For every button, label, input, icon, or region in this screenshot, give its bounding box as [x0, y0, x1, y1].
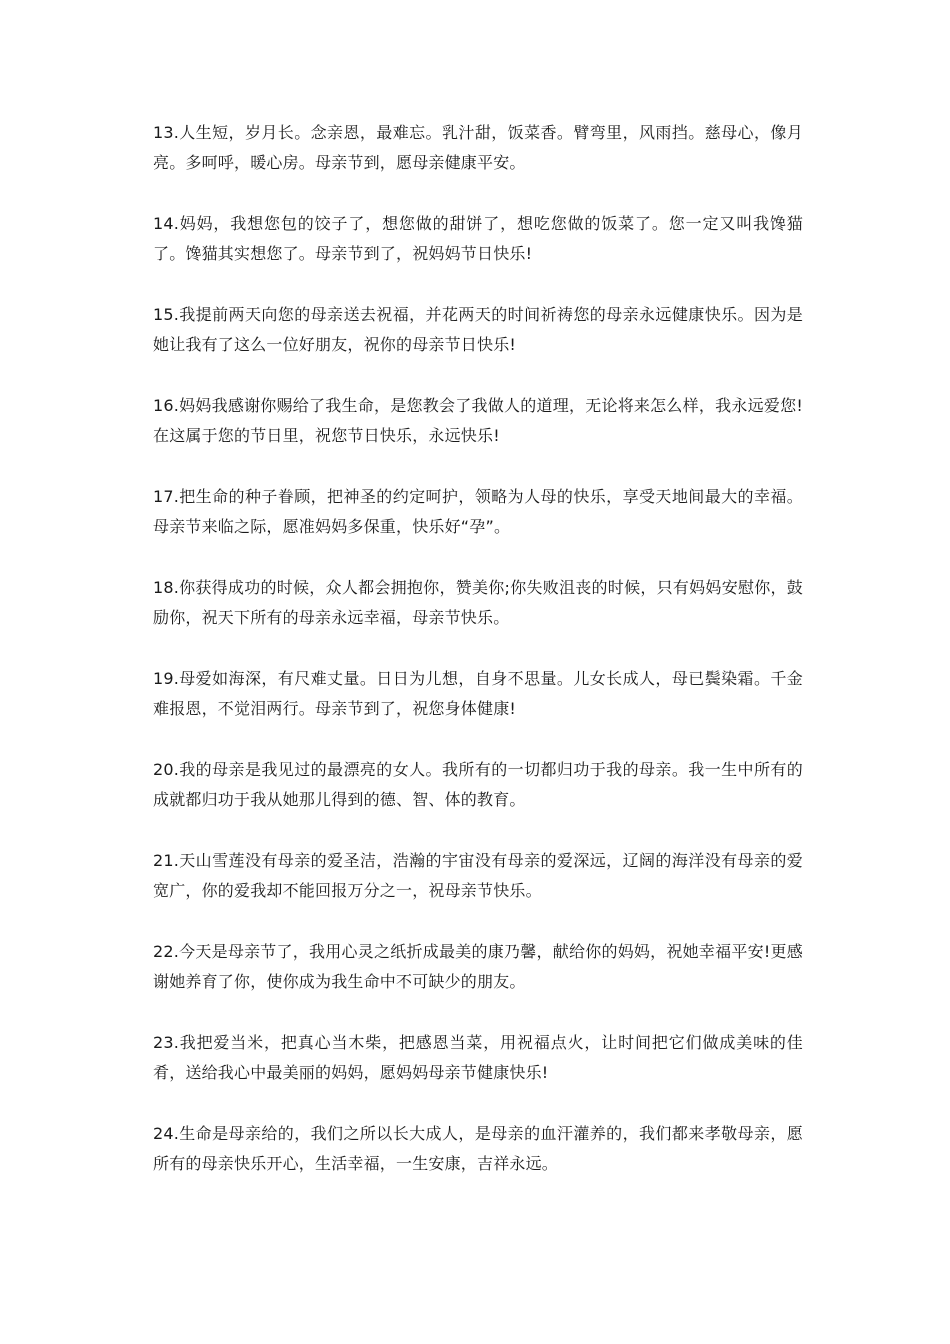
paragraph-13: 13.人生短，岁月长。念亲恩，最难忘。乳汁甜，饭菜香。臂弯里，风雨挡。慈母心，像月亮。多呵呼，暖心房。母亲节到，愿母亲健康平安。 — [153, 123, 803, 172]
paragraph-22: 22.今天是母亲节了，我用心灵之纸折成最美的康乃馨，献给你的妈妈，祝她幸福平安!更感谢她养育了你，使你成为我生命中不可缺少的朋友。 — [153, 942, 803, 991]
paragraph-23: 23.我把爱当米，把真心当木柴，把感恩当菜，用祝福点火，让时间把它们做成美味的佳肴，送给我心中最美丽的妈妈，愿妈妈母亲节健康快乐! — [153, 1033, 803, 1082]
paragraph-19: 19.母爱如海深，有尺难丈量。日日为儿想，自身不思量。儿女长成人，母已鬓染霜。千金难报恩，不觉泪两行。母亲节到了，祝您身体健康! — [153, 669, 803, 718]
paragraph-17: 17.把生命的种子眷顾，把神圣的约定呵护，领略为人母的快乐，享受天地间最大的幸福。母亲节来临之际，愿准妈妈多保重，快乐好“孕”。 — [153, 487, 803, 536]
document-body — [153, 118, 803, 1210]
paragraph-14: 14.妈妈，我想您包的饺子了，想您做的甜饼了，想吃您做的饭菜了。您一定又叫我馋猫了。馋猫其实想您了。母亲节到了，祝妈妈节日快乐! — [153, 214, 803, 263]
paragraph-16: 16.妈妈我感谢你赐给了我生命，是您教会了我做人的道理，无论将来怎么样，我永远爱您!在这属于您的节日里，祝您节日快乐，永远快乐! — [153, 396, 803, 445]
paragraph-20: 20.我的母亲是我见过的最漂亮的女人。我所有的一切都归功于我的母亲。我一生中所有的成就都归功于我从她那儿得到的德、智、体的教育。 — [153, 760, 803, 809]
paragraph-21: 21.天山雪莲没有母亲的爱圣洁，浩瀚的宇宙没有母亲的爱深远，辽阔的海洋没有母亲的爱宽广，你的爱我却不能回报万分之一，祝母亲节快乐。 — [153, 851, 803, 900]
paragraph-15: 15.我提前两天向您的母亲送去祝福，并花两天的时间祈祷您的母亲永远健康快乐。因为是她让我有了这么一位好朋友，祝你的母亲节日快乐! — [153, 305, 803, 354]
paragraph-18: 18.你获得成功的时候，众人都会拥抱你，赞美你;你失败沮丧的时候，只有妈妈安慰你，鼓励你，祝天下所有的母亲永远幸福，母亲节快乐。 — [153, 578, 803, 627]
paragraph-24: 24.生命是母亲给的，我们之所以长大成人，是母亲的血汗灌养的，我们都来孝敬母亲，愿所有的母亲快乐开心，生活幸福，一生安康，吉祥永远。 — [153, 1124, 803, 1173]
